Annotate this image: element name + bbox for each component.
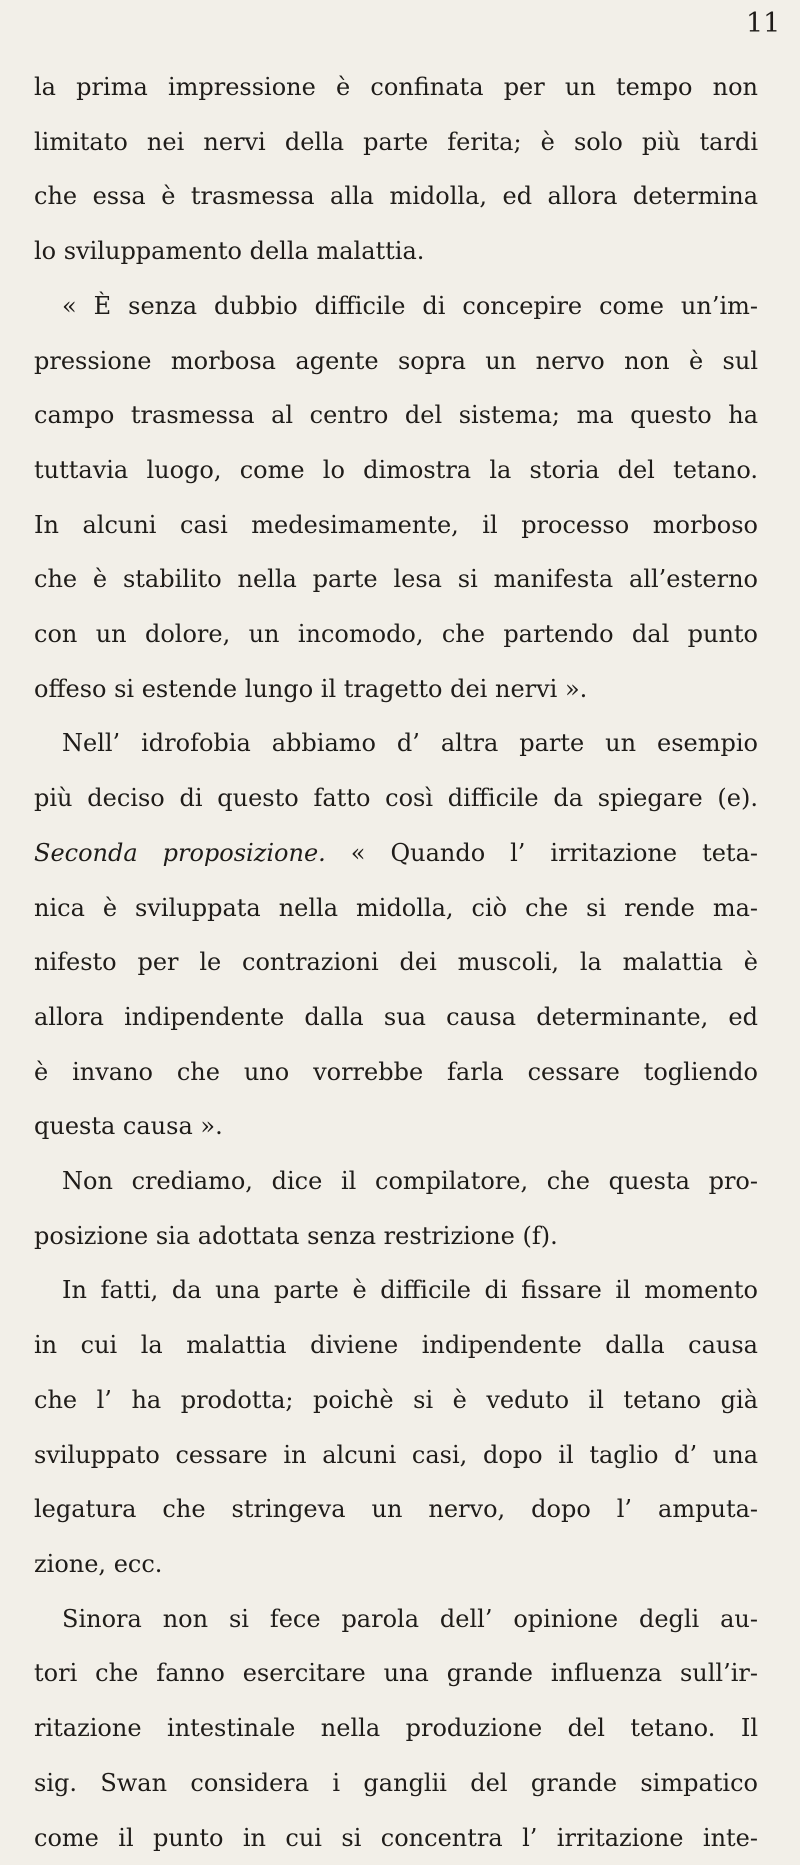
text-line: Non crediamo, dice il compilatore, che questa pro- <box>34 1154 758 1209</box>
text-line: limitato nei nervi della parte ferita; è solo più tardi <box>34 115 758 170</box>
text-line: allora indipendente dalla sua causa determinante, ed <box>34 990 758 1045</box>
text-line: Nell’ idrofobia abbiamo d’ altra parte un esempio <box>34 716 758 771</box>
text-line: campo trasmessa al centro del sistema; ma questo ha <box>34 388 758 443</box>
text-line: questa causa ». <box>34 1099 758 1154</box>
text-line: con un dolore, un incomodo, che partendo dal punto <box>34 607 758 662</box>
text-line: pressione morbosa agente sopra un nervo non è sul <box>34 334 758 389</box>
text-line: in cui la malattia diviene indipendente dalla causa <box>34 1318 758 1373</box>
text-line: Sinora non si fece parola dell’ opinione degli au- <box>34 1592 758 1647</box>
text-line: che essa è trasmessa alla midolla, ed allora determina <box>34 169 758 224</box>
text-line: più deciso di questo fatto così difficile da spiegare (e). <box>34 771 758 826</box>
section-heading: Seconda proposizione. <box>34 839 326 867</box>
text-line: tori che fanno esercitare una grande influenza sull’ir- <box>34 1646 758 1701</box>
text-line: che è stabilito nella parte lesa si manifesta all’esterno <box>34 552 758 607</box>
text-line: legatura che stringeva un nervo, dopo l’ amputa- <box>34 1482 758 1537</box>
text-line: sviluppato cessare in alcuni casi, dopo il taglio d’ una <box>34 1428 758 1483</box>
text-line-rest: « Quando l’ irritazione teta- <box>351 839 758 867</box>
text-line: lo sviluppamento della malattia. <box>34 224 758 279</box>
text-line: è invano che uno vorrebbe farla cessare togliendo <box>34 1045 758 1100</box>
text-line: offeso si estende lungo il tragetto dei nervi ». <box>34 662 758 717</box>
text-line: che l’ ha prodotta; poichè si è veduto il tetano già <box>34 1373 758 1428</box>
text-line: tuttavia luogo, come lo dimostra la storia del tetano. <box>34 443 758 498</box>
page-number: 11 <box>746 8 780 39</box>
text-line: posizione sia adottata senza restrizione (f). <box>34 1209 758 1264</box>
text-line: nifesto per le contrazioni dei muscoli, la malattia è <box>34 935 758 990</box>
text-line: ritazione intestinale nella produzione del tetano. Il <box>34 1701 758 1756</box>
text-line: la prima impressione è confinata per un tempo non <box>34 60 758 115</box>
text-line: zione, ecc. <box>34 1537 758 1592</box>
text-line <box>34 826 758 881</box>
text-line: nica è sviluppata nella midolla, ciò che si rende ma- <box>34 881 758 936</box>
body-text <box>34 60 758 1865</box>
text-line: « È senza dubbio difficile di concepire come un’im- <box>34 279 758 334</box>
text-line: sig. Swan considera i ganglii del grande simpatico <box>34 1756 758 1811</box>
text-line: In alcuni casi medesimamente, il processo morboso <box>34 498 758 553</box>
text-line: In fatti, da una parte è difficile di fissare il momento <box>34 1263 758 1318</box>
text-line: come il punto in cui si concentra l’ irritazione inte- <box>34 1811 758 1865</box>
